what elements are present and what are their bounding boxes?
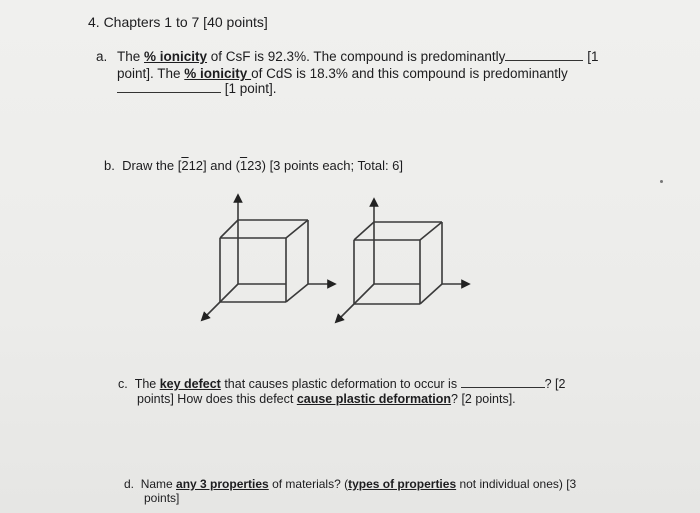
text: ? [2 points]. bbox=[451, 392, 516, 406]
part-c-marker: c. bbox=[118, 377, 128, 391]
text: that causes plastic deformation to occur is bbox=[220, 377, 458, 391]
part-a-line-2 bbox=[117, 66, 568, 82]
text: and bbox=[206, 158, 236, 173]
cause-plastic-deformation-term: cause plastic deformation bbox=[296, 392, 452, 406]
text: 2 bbox=[181, 158, 189, 173]
key-defect-term: key defect bbox=[159, 377, 221, 391]
text: The bbox=[117, 49, 145, 64]
text: [1 point]. bbox=[221, 81, 277, 96]
unit-cube-2 bbox=[330, 200, 480, 332]
text: [1 bbox=[583, 49, 599, 64]
text: ( bbox=[235, 158, 240, 173]
text: 23) bbox=[247, 158, 266, 173]
answer-blank-3[interactable] bbox=[461, 376, 545, 388]
text: of materials? ( bbox=[268, 477, 349, 491]
part-a-line-1 bbox=[117, 49, 598, 65]
text: point]. The bbox=[117, 66, 185, 81]
paper-speck bbox=[660, 180, 663, 183]
part-a-marker: a. bbox=[96, 49, 108, 64]
text: Draw the bbox=[122, 158, 178, 173]
text: points] How does this defect bbox=[137, 392, 297, 406]
answer-blank-2[interactable] bbox=[117, 81, 221, 93]
text: [ bbox=[177, 158, 182, 173]
any-3-properties-term: any 3 properties bbox=[176, 477, 269, 491]
unit-cube-1 bbox=[198, 192, 348, 324]
text: The bbox=[134, 377, 160, 391]
part-a-line-3 bbox=[117, 81, 277, 97]
text: 12] bbox=[188, 158, 207, 173]
part-d-marker: d. bbox=[124, 477, 135, 491]
part-c-line-1 bbox=[118, 376, 565, 392]
text: of CsF is 92.3%. The compound is predominantly bbox=[207, 49, 506, 64]
text: ? [2 bbox=[544, 377, 566, 391]
part-b-marker: b. bbox=[104, 158, 115, 173]
direction-1 bbox=[178, 158, 207, 173]
question-4-title: 4. Chapters 1 to 7 [40 points] bbox=[88, 14, 268, 30]
types-of-properties-term: types of properties bbox=[348, 477, 457, 491]
text: 1 bbox=[239, 158, 248, 173]
part-d-line-2: points] bbox=[144, 491, 180, 505]
text: Name bbox=[140, 477, 177, 491]
percent-ionicity-term: % ionicity bbox=[144, 49, 208, 64]
text: of CdS is 18.3% and this compound is predominantly bbox=[251, 66, 568, 81]
part-c-line-2 bbox=[137, 391, 516, 407]
plane-2 bbox=[236, 158, 266, 173]
part-d-line-1 bbox=[124, 476, 576, 492]
percent-ionicity-term: % ionicity bbox=[184, 66, 252, 81]
answer-blank-1[interactable] bbox=[505, 49, 583, 61]
text: not individual ones) [3 bbox=[456, 477, 577, 491]
text: [3 points each; Total: 6] bbox=[265, 158, 404, 173]
part-b-line bbox=[104, 158, 403, 174]
